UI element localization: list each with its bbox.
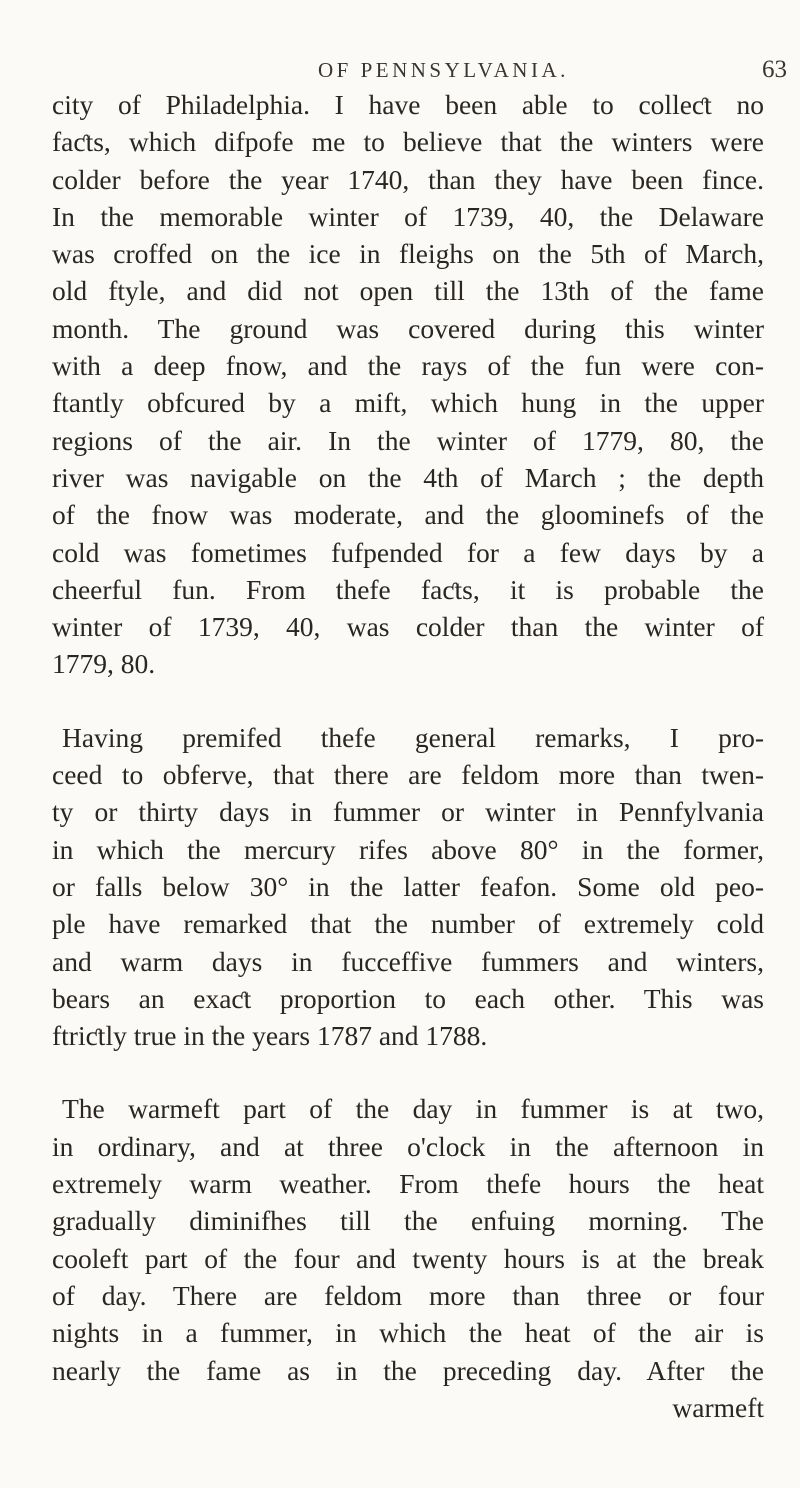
- paragraph-2: [52, 719, 764, 1055]
- text-line: city of Philadelphia. I have been able to colleƈt no: [52, 89, 764, 120]
- text-line: river was navigable on the 4th of March ; the depth: [52, 461, 764, 493]
- text-line: cold was fometimes fufpended for a few days by a: [52, 536, 764, 568]
- text-line: The warmeft part of the day in fummer is at two,: [62, 1093, 764, 1125]
- text-line: faƈts, which difpofe me to believe that the winters were: [52, 126, 764, 158]
- paragraph-1: [52, 86, 764, 683]
- text-line: was croffed on the ice in fleighs on the 5th of March,: [52, 238, 764, 270]
- text-line: ceed to obferve, that there are feldom more than twen-: [52, 759, 764, 791]
- body-text: [52, 86, 764, 1426]
- page-number: 63: [762, 56, 787, 83]
- text-line: In the memorable winter of 1739, 40, the Delaware: [52, 200, 764, 232]
- text-line: of the fnow was moderate, and the gloominefs of the: [52, 499, 764, 531]
- text-line: old ftyle, and did not open till the 13th of the fame: [52, 275, 764, 307]
- text-line: Having premifed thefe general remarks, I pro-: [62, 721, 764, 753]
- text-line: nights in a fummer, in which the heat of the air is: [52, 1317, 764, 1349]
- text-line: in which the mercury rifes above 80° in the former,: [52, 833, 764, 865]
- text-line: month. The ground was covered during this winter: [52, 312, 764, 344]
- text-line: 1779, 80.: [52, 648, 156, 680]
- text-line: bears an exaƈt proportion to each other. This was: [52, 982, 764, 1014]
- text-line: with a deep fnow, and the rays of the fun were con-: [52, 350, 764, 382]
- paragraph-gap: [52, 1054, 764, 1090]
- text-line: in ordinary, and at three o'clock in the afternoon in: [52, 1130, 764, 1162]
- text-line: ple have remarked that the number of extremely cold: [52, 908, 764, 940]
- text-line: colder before the year 1740, than they have been fince.: [52, 163, 764, 195]
- text-line: cooleft part of the four and twenty hours is at the break: [52, 1242, 764, 1274]
- text-line: ftriƈtly true in the years 1787 and 1788.: [52, 1020, 488, 1052]
- paragraph-3: [52, 1090, 764, 1426]
- running-title: OF PENNSYLVANIA.: [318, 58, 569, 82]
- text-line: regions of the air. In the winter of 1779, 80, the: [52, 424, 764, 456]
- text-line: cheerful fun. From thefe faƈts, it is probable the: [52, 573, 764, 605]
- text-line: and warm days in fucceffive fummers and winters,: [52, 945, 764, 977]
- text-line: nearly the fame as in the preceding day. After the: [52, 1354, 764, 1386]
- text-line: gradually diminifhes till the enfuing morning. The: [52, 1205, 764, 1237]
- text-line: ty or thirty days in fummer or winter in Pennfylvania: [52, 796, 764, 828]
- paragraph-gap: [52, 683, 764, 719]
- text-line: extremely warm weather. From thefe hours the heat: [52, 1168, 764, 1200]
- text-line: winter of 1739, 40, was colder than the winter of: [52, 611, 764, 643]
- text-line: or falls below 30° in the latter feafon. Some old peo-: [52, 870, 764, 902]
- text-line: of day. There are feldom more than three or four: [52, 1279, 764, 1311]
- catchword: warmeft: [672, 1391, 764, 1423]
- text-line: ftantly obfcured by a mift, which hung in the upper: [52, 387, 764, 419]
